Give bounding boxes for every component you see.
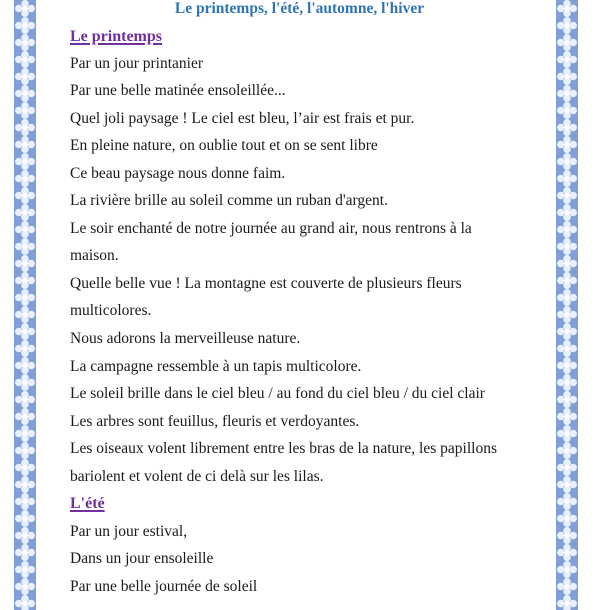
decorative-flower-border-right [556,0,578,610]
text-line: Les oiseaux volent librement entre les bras de la nature, les papillons [70,440,497,457]
text-line: Par une belle matinée ensoleillée... [70,82,286,99]
text-line: Par une belle journée de soleil [70,578,258,595]
text-line: En pleine nature, on oublie tout et on se sent libre [70,137,378,154]
text-line: La campagne ressemble à un tapis multicolore. [70,358,362,375]
text-line: maison. [70,247,119,264]
text-line: Par un jour printanier [70,55,204,72]
section-heading-printemps: Le printemps [70,28,162,45]
text-line: Dans un jour ensoleille [70,550,214,567]
section-heading-ete: L'été [70,495,105,512]
text-line: Quelle belle vue ! La montagne est couverte de plusieurs fleurs [70,275,462,292]
text-line: Ce beau paysage nous donne faim. [70,165,286,182]
document-title: Le printemps, l'été, l'automne, l'hiver [174,0,425,17]
text-line: Le soir enchanté de notre journée au grand air, nous rentrons à la [70,220,472,237]
text-line: Quel joli paysage ! Le ciel est bleu, l’air est frais et pur. [70,110,415,127]
text-line: Le soleil brille dans le ciel bleu / au fond du ciel bleu / du ciel clair [70,385,485,402]
text-line: La rivière brille au soleil comme un ruban d'argent. [70,192,388,209]
decorative-flower-border-left [14,0,36,610]
text-line: Nous adorons la merveilleuse nature. [70,330,301,347]
text-line: bariolent et volent de ci delà sur les lilas. [70,468,324,485]
text-line: multicolores. [70,302,152,319]
text-line: Par un jour estival, [70,523,188,540]
text-line: Les arbres sont feuillus, fleuris et verdoyantes. [70,413,360,430]
